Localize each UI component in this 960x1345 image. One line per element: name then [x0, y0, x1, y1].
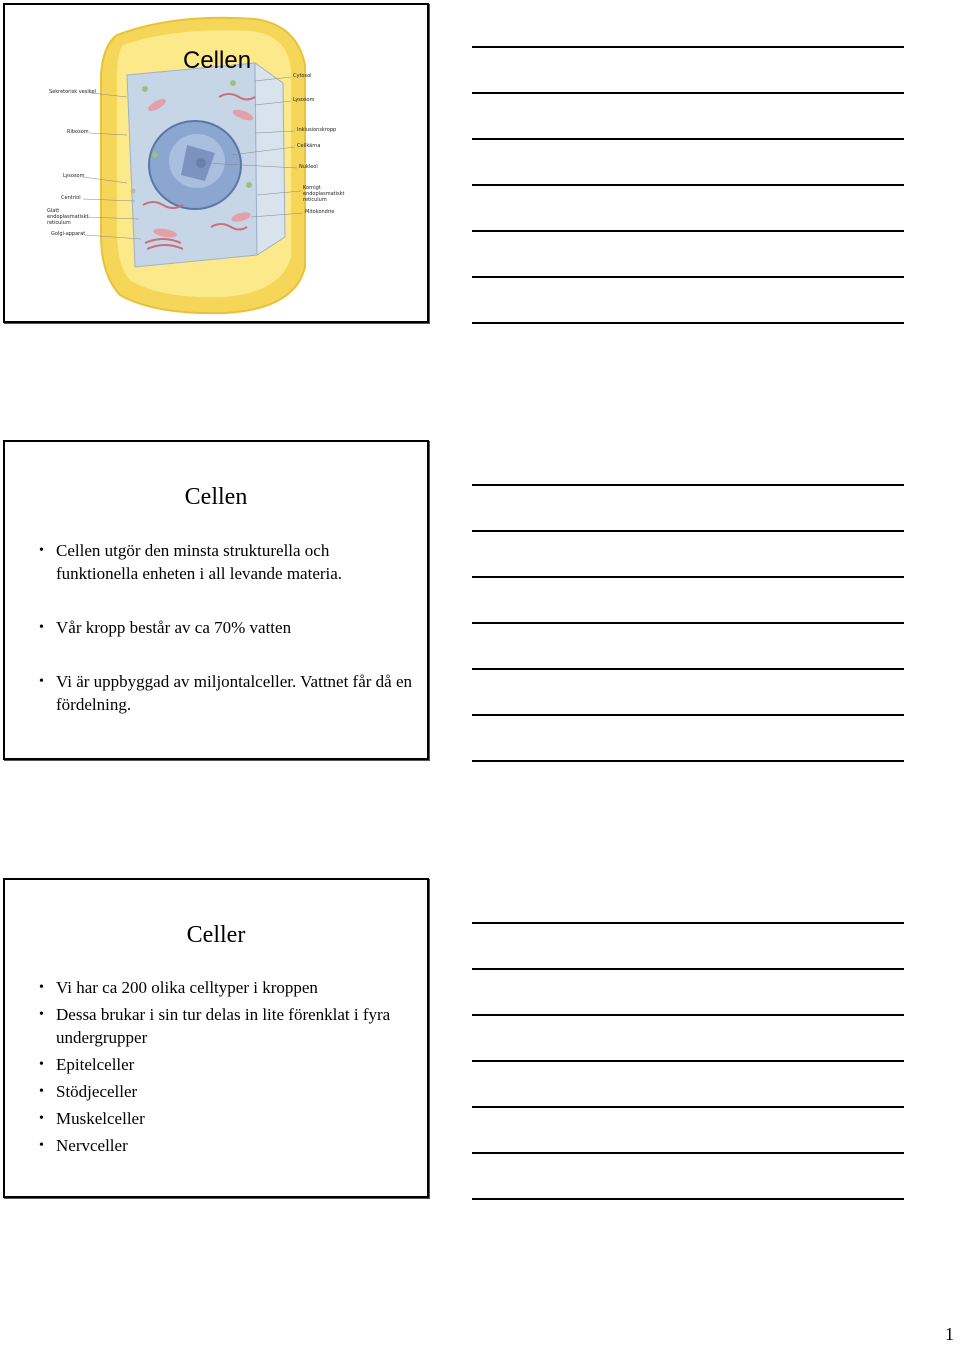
note-line	[472, 622, 904, 624]
bullet-icon: •	[39, 1057, 44, 1072]
note-line	[472, 1060, 904, 1062]
note-line	[472, 92, 904, 94]
label-nukleol: Nukleol	[299, 164, 318, 170]
label-golgi: Golgi-apparat	[51, 231, 86, 237]
list-item	[39, 1134, 413, 1157]
bullet-text: Nervceller	[56, 1136, 128, 1155]
bullet-text: Epitelceller	[56, 1055, 135, 1074]
note-line	[472, 230, 904, 232]
note-line	[472, 760, 904, 762]
list-item	[39, 976, 413, 999]
page-number: 1	[945, 1324, 954, 1344]
list-item	[39, 539, 413, 585]
note-line	[472, 922, 904, 924]
note-line	[472, 714, 904, 716]
label-inklusionskropp: Inklusionskropp	[297, 127, 337, 133]
bullet-icon: •	[39, 620, 44, 635]
bullet-text: Vi är uppbyggad av miljontalceller. Vattnet får då en fördelning.	[56, 672, 413, 714]
bullet-icon: •	[39, 1111, 44, 1126]
bullet-icon: •	[39, 543, 44, 558]
label-lysosom-left: Lysosom	[63, 173, 85, 179]
note-line	[472, 968, 904, 970]
slide-3	[3, 878, 429, 1198]
bullet-text: Vi har ca 200 olika celltyper i kroppen	[56, 978, 318, 997]
bullet-text: Vår kropp består av ca 70% vatten	[56, 618, 292, 637]
bullet-list	[39, 976, 413, 1157]
bullet-icon: •	[39, 1084, 44, 1099]
bullet-text: Muskelceller	[56, 1109, 145, 1128]
note-line	[472, 576, 904, 578]
slide-title: Cellen	[183, 47, 252, 74]
label-ribosom: Ribosom	[67, 129, 89, 135]
label-cellkarna: Cellkärna	[297, 143, 321, 149]
label-cytosol: Cytosol	[293, 73, 312, 79]
list-item	[39, 1107, 413, 1130]
note-line	[472, 484, 904, 486]
bullet-text: Cellen utgör den minsta strukturella och funktionella enheten i all levande materia.	[56, 541, 343, 583]
bullet-icon: •	[39, 1138, 44, 1153]
bullet-text: Dessa brukar i sin tur delas in lite förenklat i fyra undergrupper	[56, 1005, 391, 1047]
note-line	[472, 1106, 904, 1108]
label-lysosom-right: Lysosom	[293, 97, 315, 103]
label-centriol: Centriol	[61, 195, 81, 201]
note-line	[472, 276, 904, 278]
slide-2	[3, 440, 429, 760]
list-item	[39, 1003, 413, 1049]
bullet-icon: •	[39, 980, 44, 995]
note-line	[472, 46, 904, 48]
label-mitokondrie: Mitokondrie	[305, 209, 335, 215]
list-item	[39, 670, 413, 716]
bullet-icon: •	[39, 674, 44, 689]
note-line	[472, 138, 904, 140]
label-glatt-er: Glatt endoplasmatiskt reticulum	[47, 208, 89, 226]
note-line	[472, 530, 904, 532]
list-item	[39, 616, 413, 639]
bullet-icon: •	[39, 1007, 44, 1022]
slide-title: Celler	[186, 922, 246, 948]
note-line	[472, 184, 904, 186]
note-line	[472, 1198, 904, 1200]
label-sekretorisk-vesikel: Sekretorisk vesikel	[49, 89, 96, 95]
note-line	[472, 668, 904, 670]
slide-title: Cellen	[184, 484, 248, 510]
slide-1	[3, 3, 429, 323]
label-kornigt-er: Kornigt endoplasmatiskt reticulum	[303, 185, 345, 203]
list-item	[39, 1053, 413, 1076]
note-line	[472, 1014, 904, 1016]
note-line	[472, 1152, 904, 1154]
bullet-text: Stödjeceller	[56, 1082, 138, 1101]
cell-diagram	[5, 5, 427, 321]
note-line	[472, 322, 904, 324]
list-item	[39, 1080, 413, 1103]
bullet-list	[39, 539, 413, 716]
